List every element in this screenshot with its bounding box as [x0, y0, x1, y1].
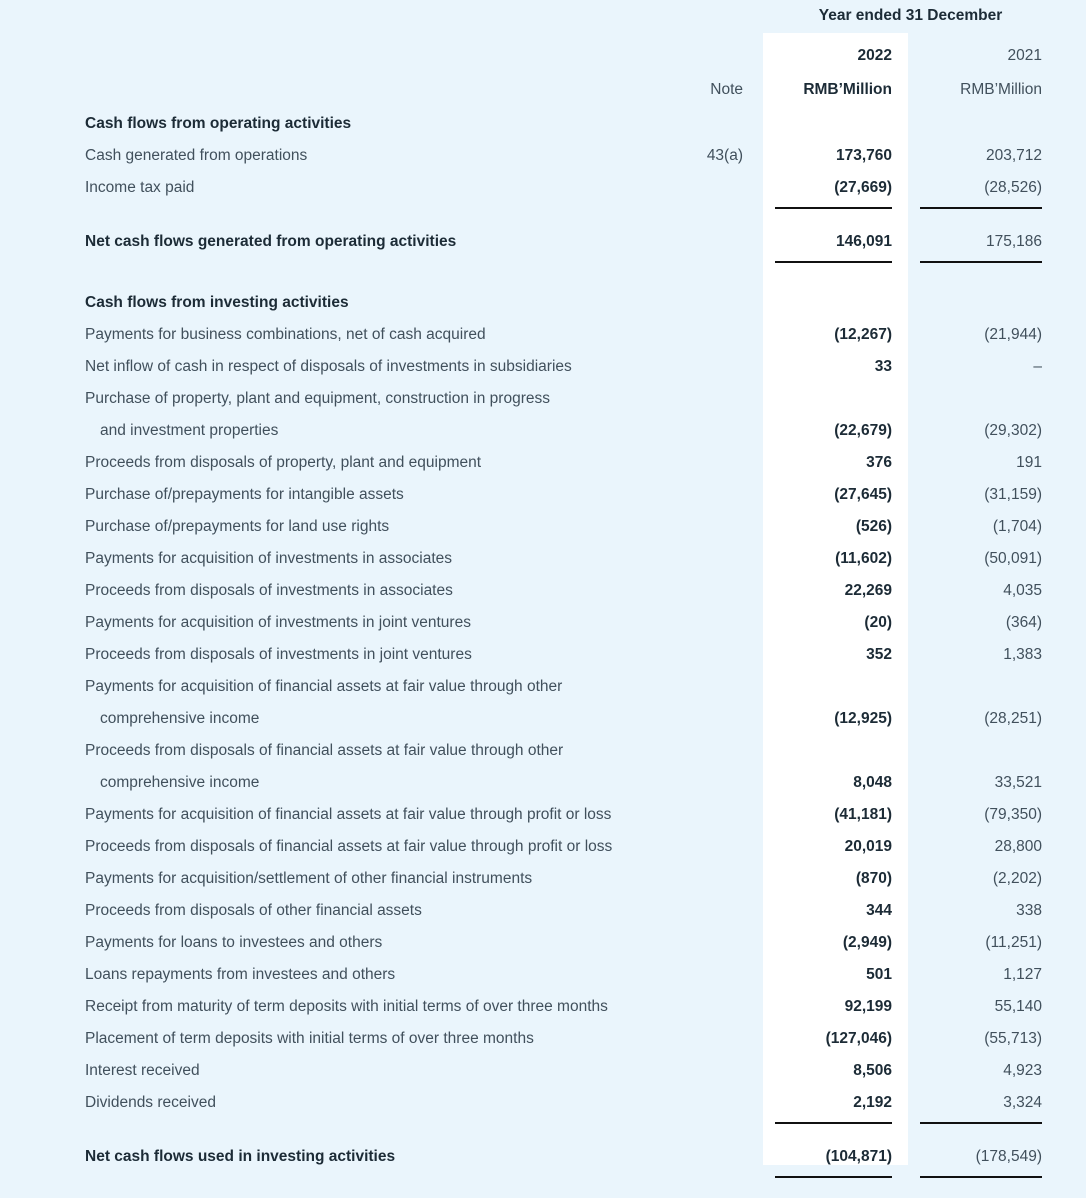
row-note: [595, 165, 763, 197]
total-note: [595, 219, 763, 251]
header-spacer: [0, 0, 595, 33]
subtotal-rule: [775, 1176, 892, 1178]
total-note: [595, 1134, 763, 1166]
row-note: [595, 344, 763, 376]
row-label: Income tax paid: [85, 179, 195, 196]
table-row: [0, 440, 1086, 472]
rule-blank-label: [0, 1112, 595, 1124]
row-pad: [1058, 856, 1086, 888]
section-gap: [0, 263, 1086, 280]
row-note: [595, 1048, 763, 1080]
row-pad: [1058, 133, 1086, 165]
section-heading: Cash flows from investing activities: [85, 294, 349, 311]
row-value-2022: 376: [866, 454, 892, 471]
section-heading-pad: [1058, 101, 1086, 133]
row-value-2021: 28,800: [994, 838, 1042, 855]
subtotal-rule-row-top: [0, 197, 1086, 209]
row-value-2022: 8,506: [853, 1062, 892, 1079]
row-value-2022: 173,760: [835, 147, 892, 164]
row-value-2021: [908, 664, 1058, 696]
row-label: Payments for business combinations, net of cash acquired: [85, 326, 486, 343]
row-note: [595, 1080, 763, 1112]
total-label: Net cash flows generated from operating activities: [85, 233, 457, 250]
table-row: [0, 1048, 1086, 1080]
row-value-2022: 22,269: [844, 582, 892, 599]
row-note: [595, 376, 763, 408]
table-header: [0, 0, 1086, 101]
row-value-2022: (27,669): [834, 179, 892, 196]
row-value-2022: 352: [866, 646, 892, 663]
table-row: [0, 600, 1086, 632]
row-value-2021: 55,140: [994, 998, 1042, 1015]
row-value-2022: (11,602): [835, 550, 892, 567]
row-note: [595, 728, 763, 760]
row-value-2022: 2,192: [853, 1094, 892, 1111]
row-value-2021: (55,713): [984, 1030, 1042, 1047]
table-row: [0, 792, 1086, 824]
table-row: [0, 952, 1086, 984]
rule-blank-pad: [1058, 1112, 1086, 1124]
row-note: [595, 504, 763, 536]
table-row: [0, 824, 1086, 856]
row-value-2021: (21,944): [984, 326, 1042, 343]
row-value-2021: –: [1033, 358, 1042, 375]
rule-2022: [763, 1112, 908, 1124]
row-pad: [1058, 888, 1086, 920]
row-value-2022: [763, 664, 908, 696]
header-title-row: [0, 0, 1086, 33]
row-note: [595, 824, 763, 856]
row-note: [595, 984, 763, 1016]
row-value-2021: (1,704): [992, 518, 1042, 535]
table-row: [0, 632, 1086, 664]
section-heading-2022: [763, 101, 908, 133]
row-label: Receipt from maturity of term deposits with initial terms of over three months: [85, 998, 608, 1015]
section-total-row: [0, 219, 1086, 251]
row-note: [595, 792, 763, 824]
row-value-2022: 344: [866, 902, 892, 919]
row-label: Interest received: [85, 1062, 200, 1079]
header-spacer-note: [595, 0, 763, 33]
row-note: [595, 664, 763, 696]
row-pad: [1058, 920, 1086, 952]
row-label: comprehensive income: [100, 774, 260, 791]
row-label: and investment properties: [100, 422, 279, 439]
row-label: Payments for acquisition of financial assets at fair value through other: [85, 678, 563, 695]
table-row: [0, 856, 1086, 888]
spacer-cell: [0, 263, 1086, 280]
table-row: [0, 888, 1086, 920]
row-pad: [1058, 504, 1086, 536]
row-value-2022: 8,048: [853, 774, 892, 791]
table-row: [0, 984, 1086, 1016]
table-row: [0, 664, 1086, 696]
row-value-2021: 4,923: [1003, 1062, 1042, 1079]
table-row: [0, 696, 1086, 728]
row-note: [595, 856, 763, 888]
spacer-cell: [0, 209, 1086, 219]
row-label: Cash generated from operations: [85, 147, 308, 164]
row-value-2022: (870): [855, 870, 892, 887]
row-value-2022: 92,199: [844, 998, 892, 1015]
row-value-2021: 3,324: [1003, 1094, 1042, 1111]
row-pad: [1058, 440, 1086, 472]
table-row: [0, 728, 1086, 760]
total-label: Net cash flows used in investing activities: [85, 1148, 396, 1165]
period-title: Year ended 31 December: [818, 7, 1003, 24]
rule-blank-note: [595, 1112, 763, 1124]
row-note: [595, 920, 763, 952]
row-pad: [1058, 536, 1086, 568]
row-value-2022: (2,949): [842, 934, 892, 951]
row-value-2021: [908, 376, 1058, 408]
row-label: Payments for acquisition of financial assets at fair value through profit or loss: [85, 806, 612, 823]
row-pad: [1058, 952, 1086, 984]
row-value-2022: (12,925): [834, 710, 892, 727]
table-row: [0, 1080, 1086, 1112]
row-pad: [1058, 760, 1086, 792]
column-unit-2021: RMB’Million: [960, 81, 1042, 98]
rule-blank-pad: [1058, 197, 1086, 209]
section-heading-note: [595, 280, 763, 312]
rule-blank-note: [595, 197, 763, 209]
total-value-2022: 146,091: [835, 233, 892, 250]
row-label: Purchase of/prepayments for land use rights: [85, 518, 390, 535]
row-pad: [1058, 600, 1086, 632]
rule-2022: [763, 1166, 908, 1178]
total-pad: [1058, 219, 1086, 251]
note-column-header: Note: [710, 81, 743, 98]
row-note: 43(a): [706, 147, 743, 164]
row-value-2021: 4,035: [1003, 582, 1042, 599]
row-label: Proceeds from disposals of investments in joint ventures: [85, 646, 472, 663]
row-value-2021: 338: [1016, 902, 1042, 919]
row-note: [595, 632, 763, 664]
row-value-2021: 191: [1016, 454, 1042, 471]
rule-blank-label: [0, 197, 595, 209]
rule-blank-label: [0, 1166, 595, 1178]
table-row: [0, 760, 1086, 792]
rule-2021: [908, 197, 1058, 209]
table-row: [0, 920, 1086, 952]
row-label: comprehensive income: [100, 710, 260, 727]
row-pad: [1058, 568, 1086, 600]
section-heading-2021: [908, 101, 1058, 133]
row-value-2021: 203,712: [985, 147, 1042, 164]
row-note: [595, 568, 763, 600]
row-value-2022: 33: [874, 358, 892, 375]
row-value-2022: 501: [866, 966, 892, 983]
header-blank-label: [0, 33, 595, 65]
rule-blank-note: [595, 251, 763, 263]
table-row: [0, 472, 1086, 504]
row-label: Payments for acquisition/settlement of other financial instruments: [85, 870, 533, 887]
total-value-2022: (104,871): [825, 1148, 892, 1165]
row-pad: [1058, 1080, 1086, 1112]
table-row: [0, 568, 1086, 600]
column-unit-2022: RMB’Million: [803, 81, 892, 98]
table-row: [0, 376, 1086, 408]
row-label: Payments for acquisition of investments in joint ventures: [85, 614, 471, 631]
header-blank-pad: [1058, 33, 1086, 65]
header-spacer-pad: [1058, 0, 1086, 33]
row-value-2022: (41,181): [834, 806, 892, 823]
section-heading-2022: [763, 280, 908, 312]
row-value-2022: (526): [855, 518, 892, 535]
row-value-2021: (50,091): [984, 550, 1042, 567]
header-blank-note: [595, 33, 763, 65]
row-label: Purchase of/prepayments for intangible assets: [85, 486, 404, 503]
row-label: Proceeds from disposals of financial assets at fair value through profit or loss: [85, 838, 613, 855]
row-label: Net inflow of cash in respect of disposals of investments in subsidiaries: [85, 358, 572, 375]
row-note: [595, 760, 763, 792]
rule-blank-pad: [1058, 1166, 1086, 1178]
row-pad: [1058, 632, 1086, 664]
row-note: [595, 952, 763, 984]
subtotal-rule: [920, 1176, 1042, 1178]
row-label: Purchase of property, plant and equipment, construction in progress: [85, 390, 550, 407]
row-pad: [1058, 1016, 1086, 1048]
row-value-2021: (79,350): [984, 806, 1042, 823]
rule-blank-label: [0, 251, 595, 263]
row-value-2022: [763, 376, 908, 408]
section-total-row: [0, 1134, 1086, 1166]
row-pad: [1058, 664, 1086, 696]
row-value-2021: 1,383: [1003, 646, 1042, 663]
row-value-2022: (20): [864, 614, 892, 631]
rule-2022: [763, 251, 908, 263]
column-year-2022: 2022: [857, 47, 892, 64]
section-heading: Cash flows from operating activities: [85, 115, 352, 132]
row-value-2022: (22,679): [834, 422, 892, 439]
header-unit-pad: [1058, 65, 1086, 101]
row-pad: [1058, 312, 1086, 344]
table-row: [0, 1016, 1086, 1048]
table-row: [0, 165, 1086, 197]
header-year-row: [0, 33, 1086, 65]
row-value-2021: (31,159): [984, 486, 1042, 503]
row-note: [595, 536, 763, 568]
total-gap: [0, 209, 1086, 219]
table-row: [0, 344, 1086, 376]
row-pad: [1058, 792, 1086, 824]
row-value-2022: (27,645): [834, 486, 892, 503]
header-unit-blank: [0, 65, 595, 101]
section-heading-note: [595, 101, 763, 133]
row-pad: [1058, 824, 1086, 856]
rule-2021: [908, 1112, 1058, 1124]
row-pad: [1058, 344, 1086, 376]
row-value-2021: (11,251): [985, 934, 1042, 951]
section-heading-pad: [1058, 280, 1086, 312]
row-note: [595, 696, 763, 728]
rule-blank-pad: [1058, 251, 1086, 263]
row-label: Proceeds from disposals of financial assets at fair value through other: [85, 742, 564, 759]
row-label: Loans repayments from investees and others: [85, 966, 396, 983]
row-label: Dividends received: [85, 1094, 216, 1111]
row-label: Proceeds from disposals of other financial assets: [85, 902, 422, 919]
row-value-2022: 20,019: [844, 838, 892, 855]
rule-2021: [908, 1166, 1058, 1178]
row-value-2021: (2,202): [992, 870, 1042, 887]
row-note: [595, 1016, 763, 1048]
rule-2022: [763, 197, 908, 209]
table-row: [0, 408, 1086, 440]
row-note: [595, 312, 763, 344]
row-pad: [1058, 984, 1086, 1016]
row-note: [595, 472, 763, 504]
column-year-2021: 2021: [1007, 47, 1042, 64]
table-row: [0, 133, 1086, 165]
total-value-2021: (178,549): [975, 1148, 1042, 1165]
row-pad: [1058, 376, 1086, 408]
row-label: Proceeds from disposals of property, plant and equipment: [85, 454, 482, 471]
row-value-2022: [763, 728, 908, 760]
row-value-2021: (28,251): [984, 710, 1042, 727]
row-value-2021: 1,127: [1003, 966, 1042, 983]
row-note: [595, 600, 763, 632]
total-pad: [1058, 1134, 1086, 1166]
row-label: Proceeds from disposals of investments in associates: [85, 582, 453, 599]
subtotal-rule-row-bottom: [0, 1166, 1086, 1178]
spacer-cell: [0, 1124, 1086, 1134]
row-pad: [1058, 1048, 1086, 1080]
total-value-2021: 175,186: [985, 233, 1042, 250]
table-row: [0, 536, 1086, 568]
table-row: [0, 504, 1086, 536]
row-label: Payments for loans to investees and others: [85, 934, 383, 951]
header-unit-row: [0, 65, 1086, 101]
section-heading-row: [0, 101, 1086, 133]
row-pad: [1058, 728, 1086, 760]
table-body: [0, 101, 1086, 1178]
row-pad: [1058, 165, 1086, 197]
row-label: Payments for acquisition of investments in associates: [85, 550, 453, 567]
row-value-2021: (29,302): [984, 422, 1042, 439]
subtotal-rule-row-top: [0, 1112, 1086, 1124]
section-heading-2021: [908, 280, 1058, 312]
row-value-2022: (12,267): [834, 326, 892, 343]
row-pad: [1058, 408, 1086, 440]
row-label: Placement of term deposits with initial terms of over three months: [85, 1030, 534, 1047]
row-value-2021: (364): [1005, 614, 1042, 631]
table-row: [0, 312, 1086, 344]
row-value-2021: (28,526): [984, 179, 1042, 196]
row-value-2021: 33,521: [994, 774, 1042, 791]
row-note: [595, 888, 763, 920]
row-value-2022: (127,046): [825, 1030, 892, 1047]
row-pad: [1058, 696, 1086, 728]
subtotal-rule-row-bottom: [0, 251, 1086, 263]
row-value-2021: [908, 728, 1058, 760]
rule-blank-note: [595, 1166, 763, 1178]
row-note: [595, 440, 763, 472]
row-pad: [1058, 472, 1086, 504]
total-gap: [0, 1124, 1086, 1134]
rule-2021: [908, 251, 1058, 263]
row-note: [595, 408, 763, 440]
section-heading-row: [0, 280, 1086, 312]
